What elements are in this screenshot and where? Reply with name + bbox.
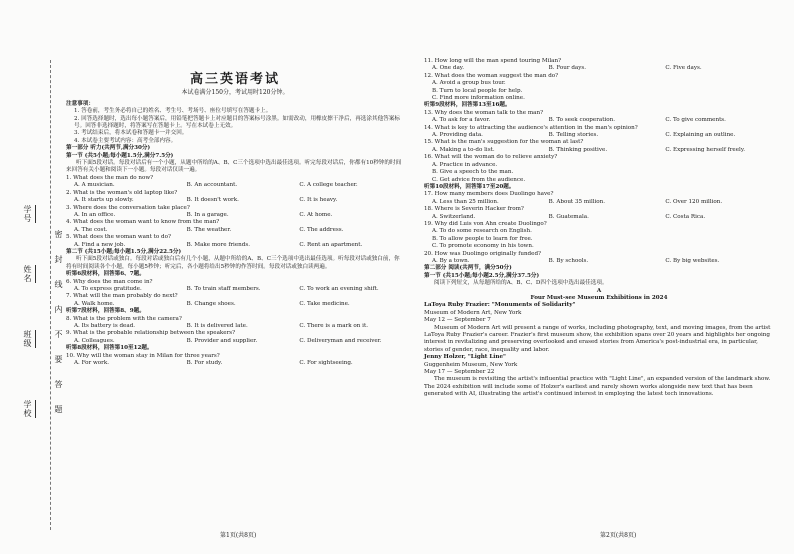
option: A. Walk home.	[74, 300, 115, 307]
option: B. Thinking positive.	[548, 146, 608, 153]
option: A. For work.	[74, 360, 109, 367]
page-1	[66, 28, 404, 367]
seal-char: 答	[54, 380, 63, 389]
option: B. Telling stories.	[548, 132, 599, 139]
note-item: 1. 答卷前，考生务必将自己的姓名、考生号、考场号、座位号填写在答题卡上。	[74, 108, 272, 115]
exhibition-place: Museum of Modern Art, New York	[424, 309, 522, 316]
seal-char: 密	[54, 230, 63, 239]
options	[424, 147, 774, 154]
options	[66, 212, 404, 219]
option: B. Guatemala.	[548, 213, 589, 220]
option: B. About 35 million.	[548, 198, 606, 205]
option: A. Its battery is dead.	[74, 323, 136, 329]
options	[424, 214, 774, 221]
seal-char: 题	[54, 405, 63, 414]
option: A. Avoid a group bus tour.	[432, 80, 506, 87]
options	[66, 360, 404, 367]
option: A. To do some research on English.	[432, 228, 532, 235]
school-label: 学校	[22, 400, 36, 418]
option: C. To promote economy in his town.	[432, 243, 534, 250]
option: A. To ask for a favor.	[432, 117, 491, 124]
question-11: 11. How long will the man spend touring Milan?	[424, 58, 562, 64]
option: C. Five days.	[665, 65, 702, 72]
option: C. It is heavy.	[299, 197, 338, 204]
option: A. Providing data.	[432, 132, 483, 139]
option: C. Over 120 million.	[665, 198, 723, 205]
question-13: 13. Why does the woman talk to the man?	[424, 109, 544, 116]
material-heading: 听第10段材料，回答第17至20题。	[424, 183, 515, 190]
option: B. It is delivered late.	[186, 323, 248, 329]
material-heading: 听第7段材料，回答第8、9题。	[66, 308, 145, 315]
options	[424, 65, 774, 72]
exam-title: 高三英语考试	[189, 72, 280, 87]
option: C. Rent an apartment.	[299, 241, 363, 248]
option: B. Give a speech to the man.	[432, 169, 514, 176]
option: B. An accountant.	[186, 182, 238, 189]
option: C. For sightseeing.	[299, 360, 353, 367]
option: C. To work an evening shift.	[299, 285, 379, 292]
student-id-label: 学号	[22, 205, 36, 223]
option: C. There is a mark on it.	[299, 323, 368, 329]
option: A. The cost.	[74, 226, 108, 233]
option: C. Deliveryman and receiver.	[299, 337, 382, 344]
option: A. A musician.	[74, 182, 115, 189]
part-heading: 第一部分 听力(共两节,满分30分)	[66, 145, 151, 152]
option: B. To allow people to learn for free.	[432, 235, 533, 242]
options	[424, 132, 774, 139]
options	[424, 117, 774, 124]
question-16: 16. What will the woman do to relieve anxiety?	[424, 154, 558, 161]
options	[66, 182, 404, 189]
exhibition-date: May 17 — September 22	[424, 369, 495, 376]
note-item: 2. 回答选择题时，选出每小题答案后，用铅笔把答题卡上对应题目的答案标号涂黑。如需改动，用橡皮擦干净后，再选涂其他答案标号。回答非选择题时，将答案写在答题卡上。写在本试卷上无效。	[74, 115, 400, 130]
note-item: 4. 本试卷主要考试内容：高考全部内容。	[74, 137, 177, 144]
option: B. To seek cooperation.	[548, 117, 615, 124]
passage-letter: A	[596, 287, 602, 294]
exhibition-text: The museum is revisiting the artist's influential practice with "Light Line", an expanded version of the landmark show. The 2024 exhibition will include some of Holzer's earliest and rarely shown works alongside new text that has been generated with AI, illustrating the artist's continued interest in employing the latest tech innovations.	[424, 376, 771, 398]
question-17: 17. How many members does Duolingo have?	[424, 191, 554, 198]
option: B. It doesn't work.	[186, 197, 239, 204]
option: C. Get advice from the audience.	[432, 176, 526, 183]
option: C. Take medicine.	[299, 300, 350, 307]
section-instructions: 阅读下列短文，从每题所给的A、B、C、D四个选项中选出最佳选项。	[434, 280, 608, 287]
exhibition-text: Museum of Modern Art will present a range of works, including photography, text, and moving images, from the artist LaToya Ruby Frazier's career. Frazier's first museum show, the exhibition spans over 20 years and highlights her ongoing interest in revitalizing and preserving overlooked and erased stories from America's post-industrial era, in particular, stories of gender, race, inequality and labor.	[424, 324, 771, 353]
question-4: 4. What does the woman want to know from the man?	[66, 219, 220, 226]
exhibition-title: LaToya Ruby Frazier: "Monuments of Solidarity"	[424, 302, 576, 309]
option: B. The weather.	[186, 226, 232, 233]
option: A. Switzerland.	[432, 213, 476, 220]
option: A. To express gratitude.	[74, 285, 142, 292]
question-12: 12. What does the woman suggest the man do?	[424, 72, 559, 79]
question-5: 5. What does the woman want to do?	[66, 234, 171, 241]
passage-title: Four Must-see Museum Exhibitions in 2024	[530, 295, 668, 301]
section-heading: 第一节 (共5小题;每小题1.5分,满分7.5分)	[66, 152, 174, 159]
class-label: 班级	[22, 330, 36, 348]
page-2	[424, 58, 774, 399]
option: A. It starts up slowly.	[74, 197, 134, 204]
question-9: 9. What is the probable relationship between the speakers?	[66, 330, 236, 337]
seal-dashed-line	[50, 60, 51, 530]
question-6: 6. Why does the man come in?	[66, 278, 153, 285]
options	[66, 242, 404, 249]
question-1: 1. What does the man do now?	[66, 174, 154, 181]
option: A. One day.	[432, 65, 464, 72]
note-item: 3. 考试结束后，将本试卷和答题卡一并交回。	[74, 130, 188, 137]
option: B. Change shoes.	[186, 300, 236, 307]
option: A. By a town.	[432, 257, 470, 264]
exhibition-place: Guggenheim Museum, New York	[424, 361, 518, 368]
page-footer: 第1页(共8页)	[220, 532, 257, 539]
question-10: 10. Why will the woman stay in Milan for three years?	[66, 352, 220, 359]
option: A. Practice in advance.	[432, 161, 498, 168]
material-heading: 听第8段材料，回答第10至12题。	[66, 345, 153, 352]
seal-char: 封	[54, 255, 63, 264]
option: A. Find a new job.	[74, 241, 126, 248]
option: B. To train staff members.	[186, 285, 261, 292]
question-19: 19. Why did Luis von Ahn create Duolingo?	[424, 220, 547, 227]
option: B. Turn to local people for help.	[432, 87, 523, 94]
exhibition-title: Jenny Holzer, "Light Line"	[424, 354, 506, 361]
options	[424, 199, 774, 206]
material-heading: 听第9段材料，回答第13至16题。	[424, 102, 511, 109]
section-heading: 第二节 (共15小题;每小题1.5分,满分22.5分)	[66, 248, 182, 255]
seal-char: 内	[54, 305, 63, 314]
section-instructions: 听下面5段对话或独白。每段对话或独白后有几个小题，从题中所给的A、B、C三个选项中选出最佳选项。听每段对话或独白前，你将有时间阅读各个小题，每小题5秒钟；听完后，各小题将给出5秒钟的作答时间。每段对话或独白读两遍。	[66, 256, 400, 270]
option: C. By big websites.	[665, 257, 720, 264]
options	[66, 197, 404, 204]
option: C. At home.	[299, 211, 333, 218]
option: C. Expressing herself freely.	[665, 146, 746, 153]
page-footer: 第2页(共8页)	[600, 532, 637, 539]
option: C. Find more information online.	[432, 95, 525, 102]
exhibition-date: May 12 — September 7	[424, 317, 491, 324]
binding-margin	[0, 0, 62, 554]
option: C. Costa Rica.	[665, 213, 706, 220]
seal-char: 不	[54, 330, 63, 339]
seal-char: 线	[54, 280, 63, 289]
question-7: 7. What will the man probably do next?	[66, 293, 178, 300]
question-15: 15. What is the man's suggestion for the woman at last?	[424, 139, 584, 146]
option: C. The address.	[299, 226, 344, 233]
question-18: 18. Where is Severin Hacker from?	[424, 206, 524, 213]
exam-subtitle: 本试卷满分150分，考试用时120分钟。	[181, 89, 289, 97]
question-20: 20. How was Duolingo originally funded?	[424, 250, 542, 257]
seal-char: 要	[54, 355, 63, 364]
name-label: 姓名	[22, 265, 36, 283]
material-heading: 听第6段材料，回答第6、7题。	[66, 271, 145, 278]
section-instructions: 听下面5段对话。每段对话后有一个小题，从题中所给的A、B、C三个选项中选出最佳选项。听完每段对话后，你都有10秒钟的时间来回答有关小题和阅读下一小题。每段对话仅读一遍。	[66, 160, 402, 174]
question-3: 3. Where does the conversation take place?	[66, 204, 190, 211]
option: B. Provider and supplier.	[186, 337, 258, 344]
option: C. A college teacher.	[299, 182, 358, 189]
part-heading: 第二部分 阅读(共两节，满分50分)	[424, 265, 512, 272]
option: A. Making a to-do list.	[432, 146, 495, 153]
option: B. Make more friends.	[186, 241, 250, 248]
options	[66, 227, 404, 234]
option: A. Colleagues.	[74, 337, 115, 344]
notes-heading: 注意事项：	[66, 100, 94, 107]
option: A. In an office.	[74, 211, 116, 218]
option: C. To give comments.	[665, 117, 726, 124]
option: B. In a garage.	[186, 211, 229, 218]
section-heading: 第一节 (共15小题;每小题2.5分,满分37.5分)	[424, 272, 540, 279]
option: B. Four days.	[548, 65, 587, 72]
question-14: 14. What is key to attracting the audience's attention in the man's opinion?	[424, 124, 638, 131]
options	[66, 286, 404, 293]
option: A. Less than 25 million.	[432, 198, 499, 205]
option: B. By schools.	[548, 257, 589, 264]
question-8: 8. What is the problem with the camera?	[66, 315, 182, 322]
question-2: 2. What is the woman's old laptop like?	[66, 189, 178, 196]
option: B. For study.	[186, 360, 223, 367]
options	[66, 323, 404, 330]
option: C. Explaining an outline.	[665, 132, 736, 139]
